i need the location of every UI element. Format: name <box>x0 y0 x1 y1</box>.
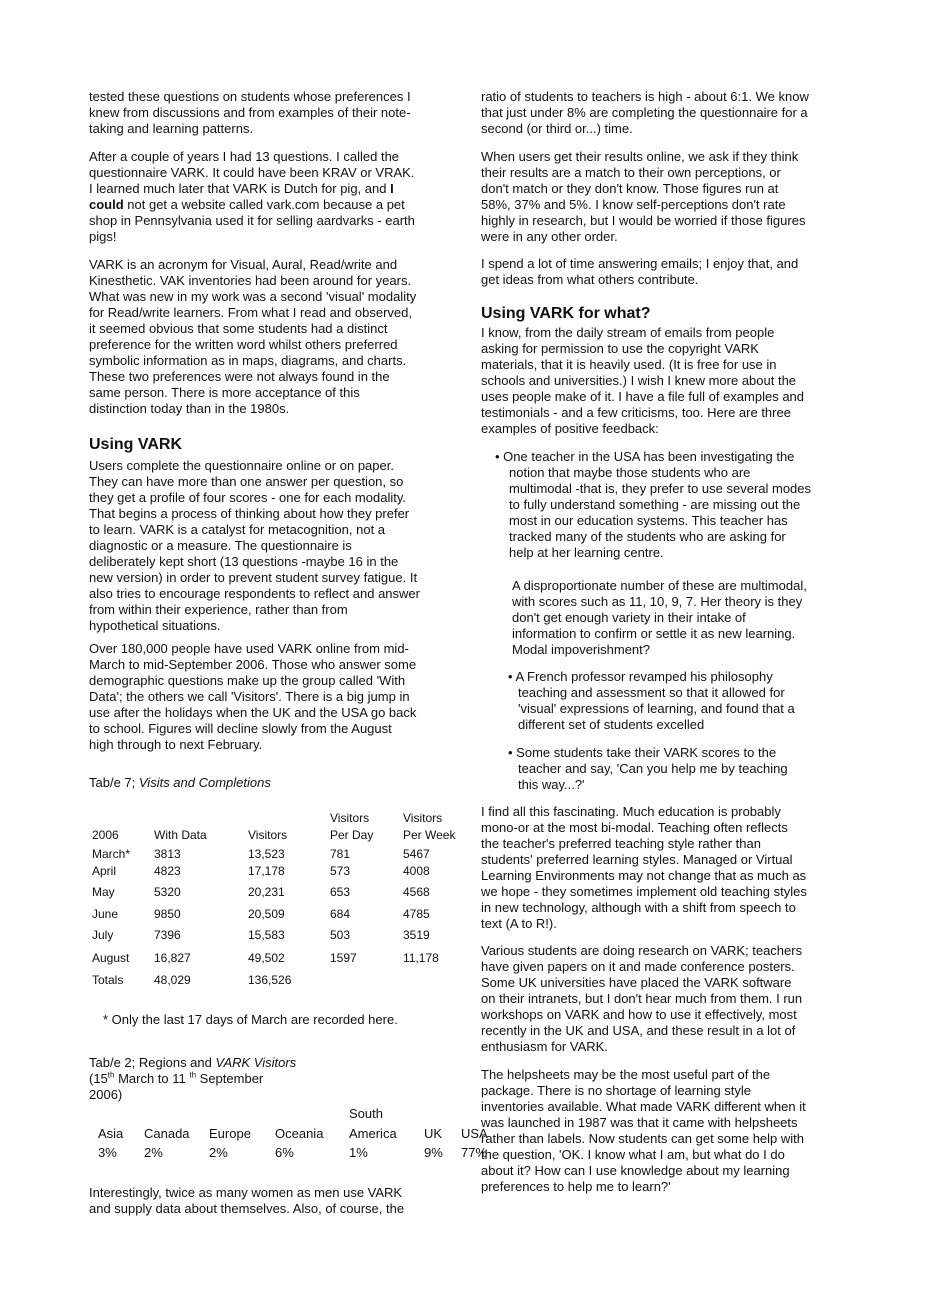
bullet-first-line: • One teacher in the USA has been investigating the <box>495 449 795 464</box>
table-cell: 3519 <box>403 928 430 942</box>
bullet-text: teacher and say, 'Can you help me by teaching this way...?' <box>518 761 788 792</box>
column-header: Oceania <box>275 1126 324 1141</box>
bullet-item <box>508 669 858 733</box>
table-cell: 77% <box>461 1145 488 1160</box>
bullet-text: teaching and assessment so that it allowed for 'visual' expressions of learning, and found that a different set of students excelled <box>518 685 795 732</box>
paragraph: I know, from the daily stream of emails from people asking for permission to use the copyright VARK materials, that it is heavily used. (It is free for use in schools and universities.) I wish I knew more about the uses people make of it. I have a file full of examples and testimonials - and a few criticisms, too. Here are three examples of positive feedback: <box>481 325 805 436</box>
column-header: Asia <box>98 1126 124 1141</box>
table-cell: 20,231 <box>248 885 285 899</box>
column-header: South <box>349 1106 383 1121</box>
text: not get a website called vark.com because a pet shop in Pennsylvania used it for selling aardvarks - earth pigs! <box>89 197 415 244</box>
caption-title: VARK Visitors <box>215 1055 297 1070</box>
column-header: Canada <box>144 1126 190 1141</box>
table-cell: March* <box>92 847 131 861</box>
column-header: Per Week <box>403 828 456 842</box>
section-heading: Using VARK for what? <box>481 305 651 322</box>
text: September <box>196 1071 264 1086</box>
table-footnote: * Only the last 17 days of March are recorded here. <box>103 1012 398 1027</box>
text: After a couple of years I had 13 questions. I called the questionnaire VARK. It could have been KRAV or VRAK. I learned much later that VARK is Dutch for pig, and <box>89 149 415 196</box>
table-cell: 48,029 <box>154 973 191 987</box>
caption-title: Visits and Completions <box>138 775 271 790</box>
column-header: Visitors <box>248 828 288 842</box>
bold-text: I could <box>89 181 394 212</box>
table-cell: 4785 <box>403 907 430 921</box>
table-cell: 6% <box>275 1145 294 1160</box>
table-cell: 15,583 <box>248 928 285 942</box>
table-cell: 4008 <box>403 864 430 878</box>
table-cell: 5320 <box>154 885 181 899</box>
table-cell: 653 <box>330 885 351 899</box>
table-cell: 9% <box>424 1145 443 1160</box>
paragraph: Various students are doing research on VARK; teachers have given papers on it and made conference posters. Some UK universities have placed the VARK software on their intranets, but I don't hear much from them. I run workshops on VARK and how to use it effectively, most recently in the UK and USA, and these result in a lot of enthusiasm for VARK. <box>481 943 803 1054</box>
column-header: 2006 <box>92 828 119 842</box>
superscript: th <box>107 1070 115 1080</box>
table-cell: 684 <box>330 907 351 921</box>
paragraph: ratio of students to teachers is high - about 6:1. We know that just under 8% are completing the questionnaire for a second (or third or...) time. <box>481 89 809 136</box>
table-cell: June <box>92 907 119 921</box>
table-cell: 573 <box>330 864 351 878</box>
paragraph: tested these questions on students whose preferences I knew from discussions and from examples of their note- taking and learning patterns. <box>89 89 411 136</box>
table-cell: April <box>92 864 117 878</box>
column-header: UK <box>424 1126 443 1141</box>
paragraph <box>89 149 459 245</box>
paragraph: Interestingly, twice as many women as men use VARK and supply data about themselves. Also, of course, the <box>89 1185 405 1216</box>
table-cell: 20,509 <box>248 907 285 921</box>
table-cell: 136,526 <box>248 973 292 987</box>
table-cell: 4823 <box>154 864 181 878</box>
paragraph: When users get their results online, we ask if they think their results are a match to their own perceptions, or don't match or they don't know. Those figures run at 58%, 37% and 5%. I know self-perceptions don't rate highly in research, but I would be worried if those figures were in any other order. <box>481 149 806 244</box>
table-cell: 9850 <box>154 907 181 921</box>
table-cell: July <box>92 928 114 942</box>
text: (15 <box>89 1071 108 1086</box>
table-cell: 4568 <box>403 885 430 899</box>
caption-prefix: Tab/e 2; Regions and <box>89 1055 216 1070</box>
table-cell: 1% <box>349 1145 368 1160</box>
table-caption-dates <box>89 1071 459 1087</box>
paragraph: I spend a lot of time answering emails; I enjoy that, and get ideas from what others contribute. <box>481 256 799 287</box>
bullet-text: notion that maybe those students who are multimodal -that is, they prefer to use several modes to fully understand something - are missing out the most in our education systems. This teacher has tracked many of the students who are asking for help at her learning centre. <box>509 465 812 560</box>
paragraph: Over 180,000 people have used VARK online from mid- March to mid-September 2006. Those who answer some demographic questions make up the group called 'With Data'; the others we call 'Visitors'. There is a big jump in use after the holidays when the UK and the USA go back to school. Figures will decline slowly from the August high through to next February. <box>89 641 417 752</box>
text: March to 11 <box>114 1071 190 1086</box>
table-cell: 13,523 <box>248 847 285 861</box>
table-caption <box>89 775 459 791</box>
column-header: Europe <box>209 1126 251 1141</box>
section-heading: Using VARK <box>89 436 183 453</box>
column-header: Visitors <box>403 811 443 825</box>
table-cell: August <box>92 951 130 965</box>
bullet-first-line: • A French professor revamped his philosophy <box>508 669 773 684</box>
table-cell: 2% <box>144 1145 163 1160</box>
table-cell: Totals <box>92 973 124 987</box>
caption-prefix: Tab/e 7; <box>89 775 139 790</box>
bullet-first-line: • Some students take their VARK scores to the <box>508 745 777 760</box>
bullet-item <box>508 745 858 793</box>
column-header: America <box>349 1126 397 1141</box>
quote-paragraph: A disproportionate number of these are multimodal, with scores such as 11, 10, 9, 7. Her theory is they don't get enough variety in their intake of information to confirm or settle it as new learning. Modal impoverishment? <box>512 578 807 657</box>
column-header: Visitors <box>330 811 370 825</box>
table-cell: 7396 <box>154 928 181 942</box>
table-cell: 3% <box>98 1145 117 1160</box>
paragraph: Users complete the questionnaire online or on paper. They can have more than one answer per question, so they get a profile of four scores - one for each modality. That begins a process of thinking about how they prefer to learn. VARK is a catalyst for metacognition, not a diagnostic or a measure. The questionnaire is deliberately kept short (13 questions -maybe 16 in the new version) in order to prevent student survey fatigue. It also tries to encourage respondents to reflect and answer from within their experience, rather than from hypothetical situations. <box>89 458 420 633</box>
bullet-item <box>495 449 855 561</box>
table-cell: 1597 <box>330 951 357 965</box>
column-header: USA <box>461 1126 488 1141</box>
table-caption-year: 2006) <box>89 1087 123 1102</box>
table-caption <box>89 1055 459 1071</box>
column-header: Per Day <box>330 828 374 842</box>
table-cell: 503 <box>330 928 351 942</box>
table-cell: May <box>92 885 115 899</box>
table-cell: 49,502 <box>248 951 285 965</box>
table-cell: 3813 <box>154 847 181 861</box>
paragraph: The helpsheets may be the most useful part of the package. There is no shortage of learning style inventories available. What made VARK different when it was launched in 1987 was that it came with helpsheets rather than labels. Now students can get some help with the question, 'OK. I know what I am, but what do I do about it? How can I use knowledge about my learning preferences to help me to learn?' <box>481 1067 806 1194</box>
table-cell: 2% <box>209 1145 228 1160</box>
paragraph: VARK is an acronym for Visual, Aural, Read/write and Kinesthetic. VAK inventories had been around for years. What was new in my work was a second 'visual' modality for Read/write learners. From what I read and observed, it seemed obvious that some students had a distinct preference for the written word whilst others preferred symbolic information as in maps, diagrams, and charts. These two preferences were not always found in the same person. There is more acceptance of this distinction today than in the 1980s. <box>89 257 417 416</box>
column-header: With Data <box>154 828 207 842</box>
table-cell: 5467 <box>403 847 430 861</box>
table-cell: 781 <box>330 847 351 861</box>
table-cell: 11,178 <box>403 951 439 965</box>
paragraph: I find all this fascinating. Much education is probably mono-or at the most bi-modal. Teaching often reflects the teacher's preferred teaching style rather than students' preferred learning styles. Managed or Virtual Learning Environments may not change that as much as we hope - they sometimes implement old teaching styles in new technology, although with a shift from speech to text (A to R!). <box>481 804 807 931</box>
table-cell: 17,178 <box>248 864 285 878</box>
table-cell: 16,827 <box>154 951 191 965</box>
superscript: th <box>189 1070 197 1080</box>
